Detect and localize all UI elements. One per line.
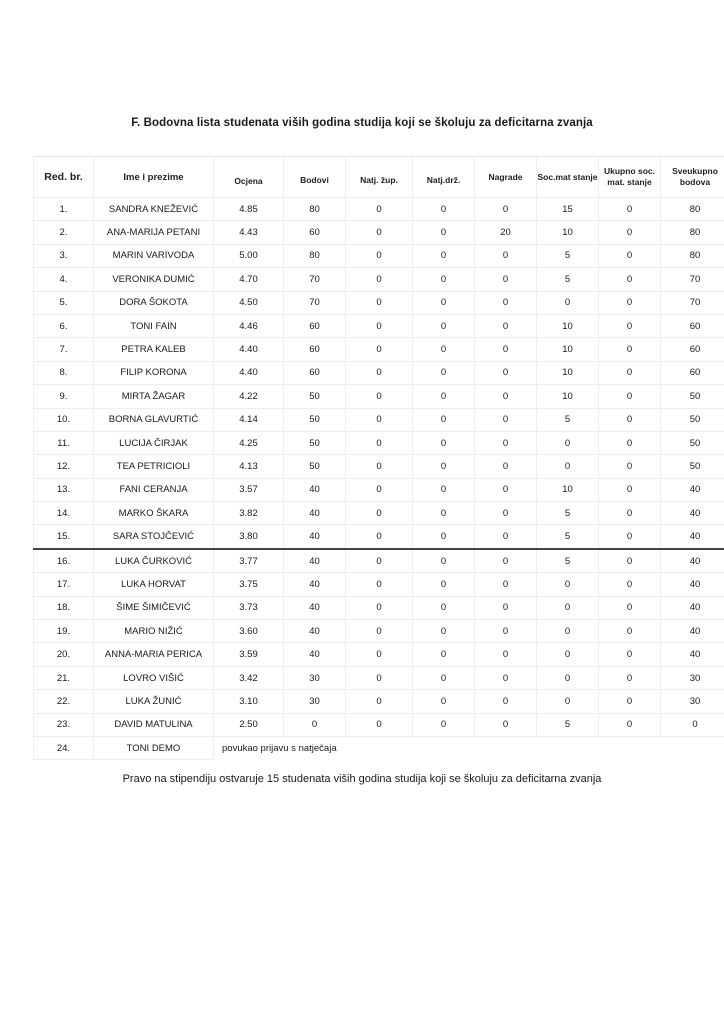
cell-state-competition: 0 [413, 221, 475, 244]
cell-name: LUCIJA ČIRJAK [94, 431, 214, 454]
cell-county-competition: 0 [346, 643, 413, 666]
table-row [34, 244, 724, 267]
cell-awards: 0 [475, 549, 537, 573]
cell-total-social-status: 0 [599, 643, 661, 666]
cell-name: TONI DEMO [94, 736, 214, 759]
cell-total-social-status: 0 [599, 198, 661, 221]
cell-awards: 0 [475, 620, 537, 643]
cell-grade: 4.46 [214, 314, 284, 337]
cell-social-status: 5 [537, 525, 599, 549]
cell-grade: 4.70 [214, 268, 284, 291]
table-row [34, 221, 724, 244]
cell-grand-total: 40 [661, 620, 724, 643]
cell-name: FILIP KORONA [94, 361, 214, 384]
cell-points: 40 [284, 502, 346, 525]
cell-state-competition: 0 [413, 291, 475, 314]
table-row [34, 713, 724, 736]
cell-state-competition: 0 [413, 338, 475, 361]
table-row [34, 478, 724, 501]
cell-grand-total: 50 [661, 385, 724, 408]
cell-county-competition: 0 [346, 221, 413, 244]
cell-points: 50 [284, 455, 346, 478]
cell-social-status: 0 [537, 690, 599, 713]
cell-grand-total: 40 [661, 502, 724, 525]
cell-total-social-status: 0 [599, 596, 661, 619]
col-header-awards: Nagrade [475, 157, 537, 198]
cell-county-competition: 0 [346, 596, 413, 619]
cell-total-social-status: 0 [599, 338, 661, 361]
cell-name: PETRA KALEB [94, 338, 214, 361]
cell-state-competition: 0 [413, 690, 475, 713]
cell-social-status: 10 [537, 314, 599, 337]
cell-name: SARA STOJČEVIĆ [94, 525, 214, 549]
cell-awards: 0 [475, 455, 537, 478]
cell-name: LOVRO VIŠIĆ [94, 666, 214, 689]
cell-social-status: 15 [537, 198, 599, 221]
table-row [34, 431, 724, 454]
cell-points: 40 [284, 596, 346, 619]
cell-rank: 18. [34, 596, 94, 619]
cell-total-social-status: 0 [599, 573, 661, 596]
cell-name: ANA-MARIJA PETANI [94, 221, 214, 244]
cell-grade: 4.43 [214, 221, 284, 244]
cell-name: FANI CERANJA [94, 478, 214, 501]
cell-total-social-status: 0 [599, 549, 661, 573]
col-header-total-social-status: Ukupno soc. mat. stanje [599, 157, 661, 198]
cell-social-status: 0 [537, 666, 599, 689]
cell-grade: 3.60 [214, 620, 284, 643]
cell-grade: 3.82 [214, 502, 284, 525]
cell-grand-total: 40 [661, 478, 724, 501]
cell-state-competition: 0 [413, 478, 475, 501]
cell-points: 40 [284, 525, 346, 549]
cell-grand-total: 80 [661, 221, 724, 244]
col-header-points: Bodovi [284, 157, 346, 198]
table-row [34, 314, 724, 337]
cell-social-status: 10 [537, 338, 599, 361]
cell-social-status: 5 [537, 244, 599, 267]
cell-awards: 0 [475, 502, 537, 525]
cell-points: 80 [284, 244, 346, 267]
cell-grade: 3.42 [214, 666, 284, 689]
cell-social-status: 5 [537, 549, 599, 573]
cell-awards: 0 [475, 338, 537, 361]
scholarship-note: Pravo na stipendiju ostvaruje 15 studenata viših godina studija koji se školuju za deficitarna zvanja [122, 773, 602, 785]
cell-points: 60 [284, 314, 346, 337]
cell-state-competition: 0 [413, 713, 475, 736]
cell-county-competition: 0 [346, 198, 413, 221]
cell-grade: 4.40 [214, 338, 284, 361]
cell-social-status: 0 [537, 291, 599, 314]
cell-state-competition: 0 [413, 244, 475, 267]
cell-rank: 2. [34, 221, 94, 244]
cell-name: MIRTA ŽAGAR [94, 385, 214, 408]
cell-total-social-status: 0 [599, 478, 661, 501]
cell-social-status: 5 [537, 713, 599, 736]
cell-rank: 13. [34, 478, 94, 501]
cell-name: LUKA ČURKOVIĆ [94, 549, 214, 573]
cell-social-status: 5 [537, 502, 599, 525]
cell-points: 80 [284, 198, 346, 221]
cell-county-competition: 0 [346, 455, 413, 478]
cell-state-competition: 0 [413, 198, 475, 221]
cell-county-competition: 0 [346, 549, 413, 573]
cell-social-status: 5 [537, 268, 599, 291]
cell-social-status: 10 [537, 221, 599, 244]
cell-points: 50 [284, 408, 346, 431]
cell-grand-total: 40 [661, 549, 724, 573]
cell-points: 50 [284, 431, 346, 454]
col-header-grade: Ocjena [214, 157, 284, 198]
cell-state-competition: 0 [413, 502, 475, 525]
cell-grade: 3.73 [214, 596, 284, 619]
cell-name: LUKA HORVAT [94, 573, 214, 596]
cell-county-competition: 0 [346, 502, 413, 525]
cell-rank: 10. [34, 408, 94, 431]
cell-rank: 12. [34, 455, 94, 478]
cell-points: 70 [284, 291, 346, 314]
cell-awards: 0 [475, 666, 537, 689]
scoring-table [33, 156, 724, 760]
cell-total-social-status: 0 [599, 385, 661, 408]
cell-county-competition: 0 [346, 713, 413, 736]
cell-social-status: 10 [537, 478, 599, 501]
cell-points: 40 [284, 620, 346, 643]
table-row [34, 549, 724, 573]
cell-grade: 4.50 [214, 291, 284, 314]
cell-grand-total: 40 [661, 525, 724, 549]
cell-rank: 15. [34, 525, 94, 549]
cell-social-status: 10 [537, 361, 599, 384]
cell-social-status: 0 [537, 643, 599, 666]
cell-name: BORNA GLAVURTIĆ [94, 408, 214, 431]
cell-rank: 20. [34, 643, 94, 666]
cell-state-competition: 0 [413, 431, 475, 454]
cell-grand-total: 50 [661, 408, 724, 431]
cell-awards: 0 [475, 314, 537, 337]
col-header-social-status: Soc.mat stanje [537, 157, 599, 198]
cell-points: 30 [284, 690, 346, 713]
table-row [34, 385, 724, 408]
cell-awards: 0 [475, 268, 537, 291]
cell-points: 40 [284, 549, 346, 573]
col-header-county-competition: Natj. žup. [346, 157, 413, 198]
table-row [34, 573, 724, 596]
table-row [34, 455, 724, 478]
cell-rank: 7. [34, 338, 94, 361]
cell-grand-total: 30 [661, 690, 724, 713]
table-row [34, 198, 724, 221]
cell-awards: 0 [475, 431, 537, 454]
cell-total-social-status: 0 [599, 408, 661, 431]
cell-awards: 0 [475, 525, 537, 549]
cell-state-competition: 0 [413, 525, 475, 549]
cell-county-competition: 0 [346, 431, 413, 454]
cell-total-social-status: 0 [599, 455, 661, 478]
cell-state-competition: 0 [413, 666, 475, 689]
cell-points: 60 [284, 338, 346, 361]
cell-county-competition: 0 [346, 244, 413, 267]
table-row [34, 338, 724, 361]
table-row [34, 502, 724, 525]
cell-total-social-status: 0 [599, 713, 661, 736]
cell-name: SANDRA KNEŽEVIĆ [94, 198, 214, 221]
cell-name: LUKA ŽUNIĆ [94, 690, 214, 713]
cell-rank: 6. [34, 314, 94, 337]
cell-grand-total: 60 [661, 314, 724, 337]
cell-grand-total: 40 [661, 596, 724, 619]
table-row [34, 620, 724, 643]
cell-rank: 1. [34, 198, 94, 221]
cell-rank: 11. [34, 431, 94, 454]
cell-points: 30 [284, 666, 346, 689]
table-row [34, 291, 724, 314]
cell-points: 60 [284, 221, 346, 244]
cell-points: 40 [284, 573, 346, 596]
cell-grand-total: 70 [661, 291, 724, 314]
cell-grand-total: 30 [661, 666, 724, 689]
table-row-withdrawn [34, 736, 724, 759]
cell-awards: 20 [475, 221, 537, 244]
cell-grand-total: 60 [661, 338, 724, 361]
cell-state-competition: 0 [413, 549, 475, 573]
cell-grand-total: 0 [661, 713, 724, 736]
cell-grade: 4.13 [214, 455, 284, 478]
cell-grade: 4.22 [214, 385, 284, 408]
cell-rank: 5. [34, 291, 94, 314]
cell-social-status: 10 [537, 385, 599, 408]
cell-name: MARIO NIŽIĆ [94, 620, 214, 643]
cell-name: ANNA-MARIA PERICA [94, 643, 214, 666]
cell-grade: 4.14 [214, 408, 284, 431]
cell-state-competition: 0 [413, 455, 475, 478]
cell-state-competition: 0 [413, 408, 475, 431]
cell-total-social-status: 0 [599, 666, 661, 689]
cell-total-social-status: 0 [599, 620, 661, 643]
cell-awards: 0 [475, 244, 537, 267]
cell-social-status: 0 [537, 431, 599, 454]
cell-grand-total: 50 [661, 431, 724, 454]
cell-awards: 0 [475, 198, 537, 221]
cell-total-social-status: 0 [599, 268, 661, 291]
cell-points: 60 [284, 361, 346, 384]
cell-county-competition: 0 [346, 573, 413, 596]
cell-awards: 0 [475, 385, 537, 408]
cell-grade: 5.00 [214, 244, 284, 267]
table-header-row [34, 157, 724, 198]
table-row [34, 525, 724, 549]
withdrawn-note: povukao prijavu s natječaja [214, 736, 724, 759]
cell-total-social-status: 0 [599, 314, 661, 337]
cell-state-competition: 0 [413, 573, 475, 596]
cell-state-competition: 0 [413, 361, 475, 384]
cell-rank: 9. [34, 385, 94, 408]
cell-grade: 4.40 [214, 361, 284, 384]
cell-total-social-status: 0 [599, 244, 661, 267]
cell-grade: 3.80 [214, 525, 284, 549]
cell-grand-total: 70 [661, 268, 724, 291]
cell-awards: 0 [475, 408, 537, 431]
cell-name: MARKO ŠKARA [94, 502, 214, 525]
cell-county-competition: 0 [346, 314, 413, 337]
table-row [34, 268, 724, 291]
cell-county-competition: 0 [346, 385, 413, 408]
table-row [34, 643, 724, 666]
cell-social-status: 0 [537, 455, 599, 478]
cell-total-social-status: 0 [599, 291, 661, 314]
cell-grand-total: 80 [661, 198, 724, 221]
cell-social-status: 5 [537, 408, 599, 431]
col-header-name: Ime i prezime [94, 157, 214, 198]
table-row [34, 361, 724, 384]
cell-name: DAVID MATULINA [94, 713, 214, 736]
cell-awards: 0 [475, 478, 537, 501]
cell-grade: 3.75 [214, 573, 284, 596]
cell-name: MARIN VARIVODA [94, 244, 214, 267]
cell-awards: 0 [475, 596, 537, 619]
cell-grade: 3.10 [214, 690, 284, 713]
cell-state-competition: 0 [413, 620, 475, 643]
table-row [34, 690, 724, 713]
cell-grade: 3.57 [214, 478, 284, 501]
cell-total-social-status: 0 [599, 690, 661, 713]
cell-social-status: 0 [537, 596, 599, 619]
cell-county-competition: 0 [346, 666, 413, 689]
table-row [34, 596, 724, 619]
cell-county-competition: 0 [346, 408, 413, 431]
cell-rank: 14. [34, 502, 94, 525]
cell-points: 40 [284, 478, 346, 501]
cell-rank: 4. [34, 268, 94, 291]
cell-county-competition: 0 [346, 525, 413, 549]
document-title: F. Bodovna lista studenata viših godina studija koji se školuju za deficitarna zvanja [131, 117, 593, 129]
cell-county-competition: 0 [346, 268, 413, 291]
cell-name: ŠIME ŠIMIČEVIĆ [94, 596, 214, 619]
cell-awards: 0 [475, 643, 537, 666]
cell-total-social-status: 0 [599, 431, 661, 454]
cell-social-status: 0 [537, 620, 599, 643]
cell-points: 40 [284, 643, 346, 666]
cell-state-competition: 0 [413, 268, 475, 291]
cell-total-social-status: 0 [599, 221, 661, 244]
cell-county-competition: 0 [346, 478, 413, 501]
cell-grade: 4.25 [214, 431, 284, 454]
cell-grade: 2.50 [214, 713, 284, 736]
cell-total-social-status: 0 [599, 502, 661, 525]
col-header-rank: Red. br. [34, 157, 94, 198]
cell-grand-total: 80 [661, 244, 724, 267]
cell-points: 0 [284, 713, 346, 736]
cell-grade: 3.77 [214, 549, 284, 573]
table-row [34, 666, 724, 689]
cell-rank: 19. [34, 620, 94, 643]
cell-rank: 21. [34, 666, 94, 689]
cell-grand-total: 40 [661, 643, 724, 666]
cell-social-status: 0 [537, 573, 599, 596]
cell-awards: 0 [475, 361, 537, 384]
cell-name: TEA PETRICIOLI [94, 455, 214, 478]
cell-rank: 23. [34, 713, 94, 736]
cell-awards: 0 [475, 713, 537, 736]
col-header-state-competition: Natj.drž. [413, 157, 475, 198]
table-row [34, 408, 724, 431]
cell-rank: 17. [34, 573, 94, 596]
cell-county-competition: 0 [346, 620, 413, 643]
cell-rank: 24. [34, 736, 94, 759]
cell-county-competition: 0 [346, 291, 413, 314]
cell-state-competition: 0 [413, 643, 475, 666]
cell-rank: 3. [34, 244, 94, 267]
cell-awards: 0 [475, 573, 537, 596]
cell-awards: 0 [475, 690, 537, 713]
cell-grand-total: 60 [661, 361, 724, 384]
cell-total-social-status: 0 [599, 525, 661, 549]
cell-total-social-status: 0 [599, 361, 661, 384]
cell-rank: 16. [34, 549, 94, 573]
cell-awards: 0 [475, 291, 537, 314]
cell-state-competition: 0 [413, 385, 475, 408]
cell-name: TONI FAIN [94, 314, 214, 337]
cell-grade: 3.59 [214, 643, 284, 666]
cell-points: 50 [284, 385, 346, 408]
cell-points: 70 [284, 268, 346, 291]
cell-grade: 4.85 [214, 198, 284, 221]
col-header-grand-total: Sveukupno bodova [661, 157, 724, 198]
cell-name: VERONIKA DUMIĆ [94, 268, 214, 291]
cell-rank: 8. [34, 361, 94, 384]
cell-county-competition: 0 [346, 361, 413, 384]
cell-state-competition: 0 [413, 596, 475, 619]
cell-name: DORA ŠOKOTA [94, 291, 214, 314]
cell-county-competition: 0 [346, 690, 413, 713]
cell-grand-total: 50 [661, 455, 724, 478]
cell-county-competition: 0 [346, 338, 413, 361]
cell-grand-total: 40 [661, 573, 724, 596]
cell-rank: 22. [34, 690, 94, 713]
cell-state-competition: 0 [413, 314, 475, 337]
